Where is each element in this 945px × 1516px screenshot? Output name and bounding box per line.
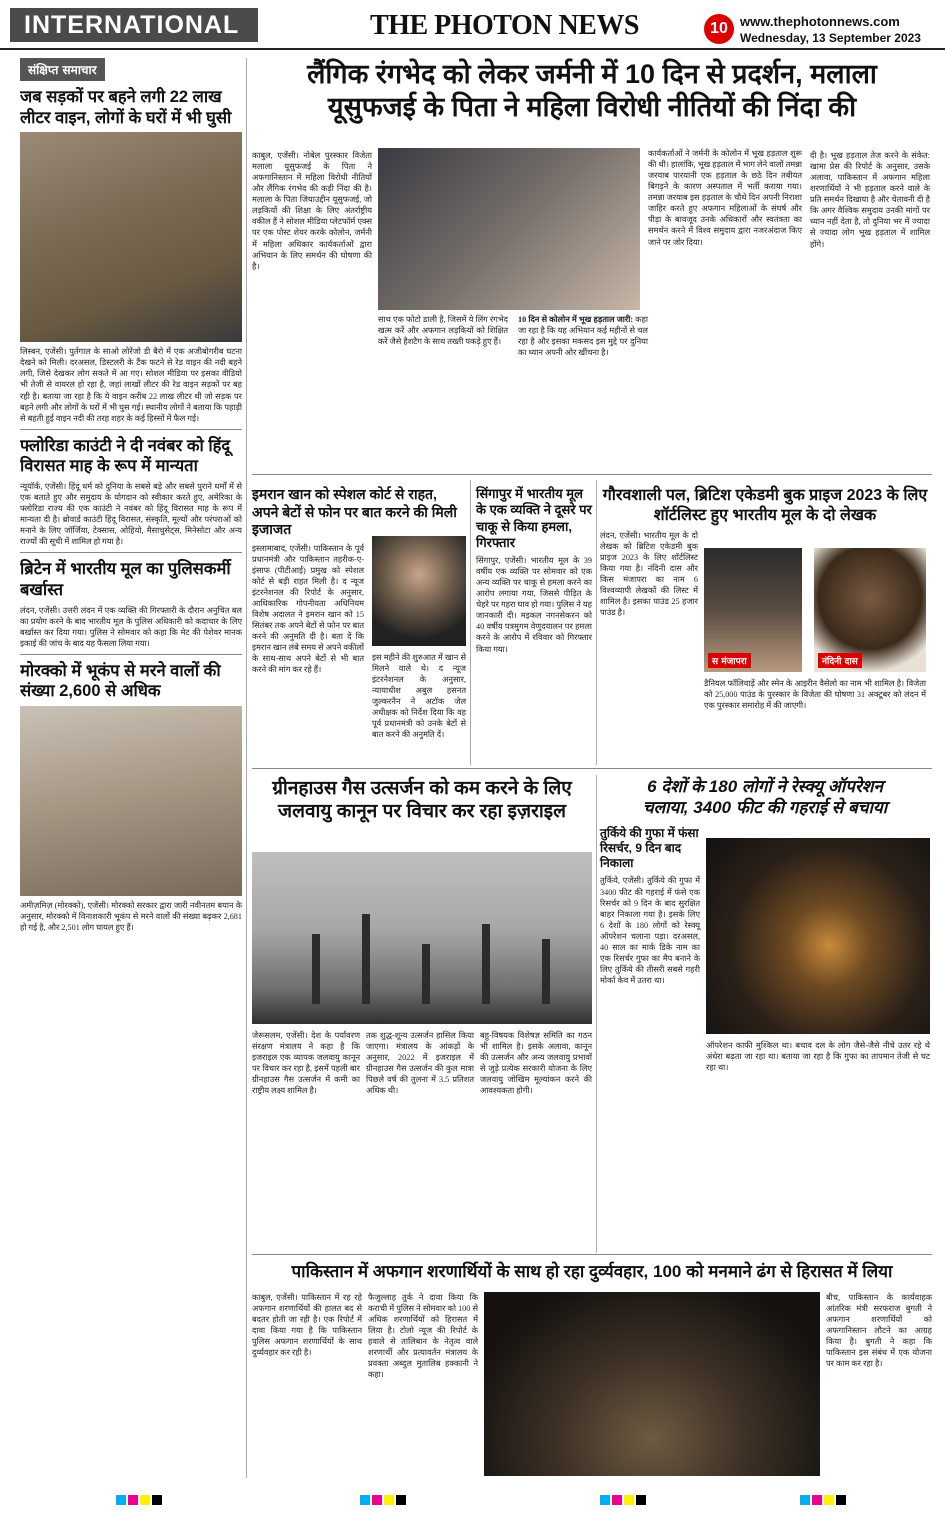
- lead-headline: लैंगिक रंगभेद को लेकर जर्मनी में 10 दिन से प्रदर्शन, मलाला यूसुफजई के पिता ने महिला विरोधी नीतियों की निंदा की: [307, 59, 877, 122]
- hunger-strike-photo: [378, 148, 640, 310]
- imran-body-2: इस महीने की शुरुआत में खान से मिलने वाले थे। द न्यूज इंटरनेशनल के अनुसार, न्यायाधीश अबुल हसनत जुल्करनैन ने अटॉक जेल अधीक्षक को निर्देश दिया कि वह पूर्व प्रधानमंत्री को उनके बेटों से बात करने की अनुमति दें।: [372, 653, 466, 740]
- writer-photo-nandini: नंदिनी दास: [814, 548, 926, 672]
- section-tag: INTERNATIONAL: [10, 8, 258, 42]
- story-morocco-body: अमीज़मिज़ (मोरक्को), एजेंसी। मोरक्को सरकार द्वारा जारी नवीनतम बयान के अनुसार, मोरक्को में विनाशकारी भूकंप से मरने वालों की संख्या बढ़कर 2,681 हो गई है, और 2,501 लोग घायल हुए हैं।: [20, 901, 242, 933]
- story-florida-headline: फ्लोरिडा काउंटी ने दी नवंबर को हिंदू विरासत माह के रूप में मान्यता: [20, 436, 231, 476]
- page-number: 10: [704, 14, 734, 44]
- imran-photo: [372, 536, 466, 646]
- smog-photo: [252, 852, 592, 1024]
- imran-headline: इमरान खान को स्पेशल कोर्ट से राहत, अपने बेटों से फोन पर बात करने की मिली इजाजत: [252, 486, 457, 537]
- story-wine-headline: जब सड़कों पर बहने लगी 22 लाख लीटर वाइन, लोगों के घरों में भी घुसी: [20, 88, 232, 127]
- pakistan-col-2: फैजुल्लाह तुर्क ने दावा किया कि कराची में पुलिस ने सोमवार को 100 से अधिक शरणार्थियों को हिरासत में लिया है। टोलो न्यूज की रिपोर्ट के हवाले से तालिबान के नेतृत्व वाले शरणार्थी और प्रत्यावर्तन मंत्रालय के प्रवक्ता अब्दुल मुतालिब हक्कानी ने कहा।: [368, 1293, 478, 1380]
- story-uk-police-body: लंदन, एजेंसी। उत्तरी लंदन में एक व्यक्ति की गिरफ्तारी के दौरान अनुचित बल का प्रयोग करने के बाद भारतीय मूल के पुलिस अधिकारी को कदाचार के लिए बर्खास्त कर दिया गया। पुलिस ने सोमवार को कहा कि मेट की पेशेवर मानक इकाई की जांच के बाद यह फैसला लिया गया।: [20, 605, 242, 648]
- print-marks: [0, 1490, 945, 1516]
- greenhouse-col-1: जेरूसलम, एजेंसी। देश के पर्यावरण संरक्षण मंत्रालय ने कहा है कि इजराइल एक व्यापक जलवायु कानून पर विचार कर रहा है, इसमें पहली बार ग्रीनहाउस गैस उत्सर्जन में कमी का राष्ट्रीय लक्ष्य शामिल है।: [252, 1031, 360, 1096]
- page-header: [0, 0, 945, 50]
- imran-body: इस्लामाबाद, एजेंसी। पाकिस्तान के पूर्व प्रधानमंत्री और पाकिस्तान तहरीक-ए-इंसाफ (पीटीआई) प्रमुख को स्पेशल कोर्ट से बड़ी राहत मिली है। द न्यूज इंटरनेशनल की रिपोर्ट के अनुसार, आधिकारिक गोपनीयता अधिनियम विशेष अदालत ने इमरान खान को 15 सितंबर तक अपने बेटों से फोन पर बात करने की अनुमति दी है। बता दें कि इमरान खान लंबे समय से अपने वकीलों के साथ-साथ अपने बेटों से भी बात करने की मांग कर रहे हैं।: [252, 543, 364, 675]
- singapore-headline: सिंगापुर में भारतीय मूल के एक व्यक्ति ने दूसरे पर चाकू से किया हमला, गिरफ्तार: [476, 486, 592, 550]
- pakistan-headline: पाकिस्तान में अफगान शरणार्थियों के साथ हो रहा दुर्व्यवहार, 100 को मनमाने ढंग से हिरासत में लिया: [291, 1262, 893, 1281]
- singapore-body: सिंगापुर, एजेंसी। भारतीय मूल के 39 वर्षीय एक व्यक्ति पर सोमवार को एक अन्य व्यक्ति पर चाकू से हमला करने का आरोप लगाया गया, जिससे पीड़ित के चेहरे पर गहरा घाव हो गया। पुलिस ने यह जानकारी दी। मइकल नगनसेकरन को 40 वर्षीय पत्रमुगम वेणुदयालन पर हमला करने के आरोप में रविवार को गिरफ्तार किया गया।: [476, 556, 592, 654]
- story-morocco-headline: मोरक्को में भूकंप से मरने वालों की संख्या 2,600 से अधिक: [20, 661, 221, 701]
- refugee-photo: [484, 1292, 820, 1476]
- lead-under-photo: साथ एक फोटो डाली है, जिसमें ये लिंग रंगभेद खत्म करें और अफगान लड़कियों को शिक्षित करें जैसे हैशटैग के साथ तख्ती पकड़े हुए हैं। 10 दिन से कोलोन में भूख हड़ताल जारी: कहा जा रहा है कि यह अभियान कई महीनों से चल रहा है और इसका मकसद इस मुद्दे पर दुनिया का ध्यान अपनी ओर खींचना है।: [378, 315, 649, 358]
- lead-col-3: दी है। भूख हड़ताल तेज करने के संकेत: खामा प्रेस की रिपोर्ट के अनुसार, उसके अलावा, पाकिस्तान में अफगान महिला शरणार्थियों ने भी हड़ताल करने वाले के प्रति समर्थन दिखाया है और चेतावनी दी है कि अगर वैश्विक समुदाय उनकी मांगों पर ध्यान नहीं देता है, तो दुनिया भर में ज्यादा से ज्यादा लोग भूख हड़ताल में शामिल होंगे।: [810, 151, 930, 249]
- left-column: [20, 58, 242, 1478]
- briefs-tag: संक्षिप्त समाचार: [20, 58, 105, 81]
- pakistan-col-1: काबुल, एजेंसी। पाकिस्तान में रह रहे अफगान शरणार्थियों की हालत बद से बदतर होती जा रही है। एक रिपोर्ट में दावा किया गया है कि पाकिस्तान पुलिस अफगान शरणार्थियों के साथ दुर्व्यवहार कर रही है।: [252, 1293, 362, 1358]
- pakistan-story: [252, 1260, 932, 1285]
- rescue-subhead: तुर्किये की गुफा में फंसा रिसर्चर, 9 दिन बाद निकाला: [600, 826, 699, 871]
- greenhouse-story: [252, 775, 592, 825]
- issue-date: Wednesday, 13 September 2023: [740, 31, 921, 45]
- cave-rescue-photo: [706, 838, 930, 1034]
- booker-headline: गौरवशाली पल, ब्रिटिश एकेडमी बुक प्राइज 2023 के लिए शॉर्टलिस्ट हुए भारतीय मूल के दो लेखक: [602, 487, 928, 524]
- story-florida-body: न्यूयॉर्क, एजेंसी। हिंदू धर्म को दुनिया के सबसे बड़े और सबसे पुराने धर्मों में से एक बताते हुए और समुदाय के योगदान को स्वीकार करते हुए, अमेरिका के फ्लोरिडा राज्य की एक काउंटी ने नवंबर को हिंदू विरासत माह के रूप में मान्यता दी है। ब्रोवार्ड काउंटी हिंदू विरासत, संस्कृति, मूल्यों और परंपराओं को मनाने के लिए जॉर्जिया, टेक्सास, ओहियो, मैसाचुसेट्स, मिनेसोटा और अन्य राज्यों की सूची में शामिल हो गया है।: [20, 481, 242, 547]
- story-wine-body: लिस्बन, एजेंसी। पुर्तगाल के साओ लोरेंजो डी बैरो में एक अजीबोगरीब घटना देखने को मिली। दरअसल, डिस्टलरी के टैंक फटने से रेड वाइन की नदी बहने लगी, जिसे देखकर लोग सकते में आ गए। सोशल मीडिया पर इसका वीडियो भी तेजी से वायरल हो रहा है, जहां लाखों लीटर की रेड वाइन सड़कों पर बह रही है। बताया जा रहा है कि ये वाइन करीब 22 लाख लीटर थी जो सड़क पर बहने लगी और लोगों के घरों में भी घुस गई। स्थानीय लोगों ने बताया कि पहाड़ी से बहती हुई वाइन नदी की तरह शहर के कई हिस्सों में फैल गई।: [20, 347, 242, 423]
- singapore-story: [476, 480, 592, 655]
- pakistan-col-3: बीच, पाकिस्तान के कार्यवाहक आंतरिक मंत्री सरफराज बुगती ने अफगान शरणार्थियों को अफगानिस्तान लौटने का आग्रह किया है। बुगती ने कहा कि पाकिस्तान इस संबंध में एक योजना पर काम कर रहा है।: [826, 1293, 932, 1369]
- lead-col-1: काबुल, एजेंसी। नोबेल पुरस्कार विजेता मलाला यूसुफजई के पिता ने अफगानिस्तान में महिला विरोधी नीतियों और लैंगिक रंगभेद की कड़ी निंदा की है। मलाला के पिता जियाउद्दीन यूसुफजई, जो लड़कियों की शिक्षा के लिए अंतर्राष्ट्रीय वकील हैं ने सोशल मीडिया प्लेटफॉर्म एक्स पर एक पोस्ट शेयर करके कोलोन, जर्मनी में महिला अधिकार कार्यकर्ताओं द्वारा अभियान के लिए समर्थन की घोषणा की है।: [252, 151, 372, 271]
- story-uk-police-headline: ब्रिटेन में भारतीय मूल का पुलिसकर्मी बर्खास्त: [20, 560, 231, 599]
- greenhouse-col-3: बहु-विषयक विशेषज्ञ समिति का गठन भी शामिल है। इसके अलावा, कानून की उत्सर्जन और अन्य जलवायु प्रभावों से जुड़े प्रत्येक सरकारी योजना के लिए जलवायु जोखिम मूल्यांकन करने की आवश्यकता होगी।: [480, 1031, 592, 1096]
- greenhouse-col-2: तक शुद्ध-शून्य उत्सर्जन हासिल किया जाएगा। मंत्रालय के आंकड़ों के अनुसार, 2022 में इजराइल में ग्रीनहाउस गैस उत्सर्जन की कुल मात्रा पिछले वर्ष की तुलना में 3.5 प्रतिशत अधिक थी।: [366, 1031, 474, 1096]
- rescue-body-2: ऑपरेशन काफी मुश्किल था। बचाव दल के लोग जैसे-जैसे नीचे उतर रहे थे अंधेरा बढ़ता जा रहा था। बताया जा रहा है कि गुफा का तापमान तेजी से घट रहा था।: [706, 1041, 930, 1073]
- lead-col-2: कार्यकर्ताओं ने जर्मनी के कोलोन में भूख हड़ताल शुरू की थी। हालांकि, भूख हड़ताल में भाग लेने वालों तमन्ना जरयाब पारयानी एक हड़ताल के छठे दिन तबीयत बिगड़ने के कारण अस्पताल में भर्ती कराया गया। तमन्ना जरयाब इस हड़ताल के चौथे दिन अपनी निराशा जाहिर करते हुए अफगान महिलाओं के संघर्ष और पीड़ा के बावजूद उनके अधिकारों और स्वतंत्रता का समर्थन करने में विश्व समुदाय द्वारा नजरअंदाज किए जाने पर जोर दिया।: [648, 149, 802, 247]
- morocco-quake-photo: [20, 706, 242, 896]
- site-url[interactable]: www.thephotonnews.com: [740, 14, 900, 29]
- booker-body-2: डैनियल फॉलिवाड़ें और स्मेन के आइरीन वैसेलो का नाम भी शामिल है। विजेता को 25,000 पाउंड के पुरस्कार के विजेता की घोषणा 31 अक्टूबर को लंदन में एक पुरस्कार समारोह में की जाएगी।: [704, 679, 926, 711]
- rescue-headline: 6 देशों के 180 लोगों ने रेस्क्यू ऑपरेशन चलाया, 3400 फीट की गहराई से बचाया: [642, 777, 888, 817]
- greenhouse-headline: ग्रीनहाउस गैस उत्सर्जन को कम करने के लिए जलवायु कानून पर विचार कर रहा इज़राइल: [272, 778, 572, 823]
- masthead: THE PHOTON NEWS: [370, 10, 639, 41]
- wine-flood-photo: [20, 132, 242, 342]
- booker-body: लंदन, एजेंसी। भारतीय मूल के दो लेखक को ब्रिटिश एकेडमी बुक प्राइज 2023 के लिए शॉर्टलिस्ट किया गया है। नंदिनी दास और किस मंजापरा का नाम 6 विश्वव्यापी लेखकों की लिस्ट में शामिल है। इसका पाउंड 25 हजार पाउंड है।: [600, 531, 698, 618]
- rescue-body: तुर्किये, एजेंसी। तुर्किये की गुफा में 3400 फीट की गहराई में फंसे एक रिसर्चर को 9 दिन के बाद सुरक्षित बाहर निकाला गया है। इसके लिए 6 देशों के 180 लोगों को रेस्क्यू ऑपरेशन चलाना पड़ा। दरअसल, 40 साल का मार्क डिके नाम का एक रिसर्चर गुफा का मैप बनाने के लिए तुर्किये की तीसरी सबसे गहरी मोर्का केव में उतरा था।: [600, 876, 700, 986]
- writer-photo-manjapra: स मंजापरा: [704, 548, 802, 672]
